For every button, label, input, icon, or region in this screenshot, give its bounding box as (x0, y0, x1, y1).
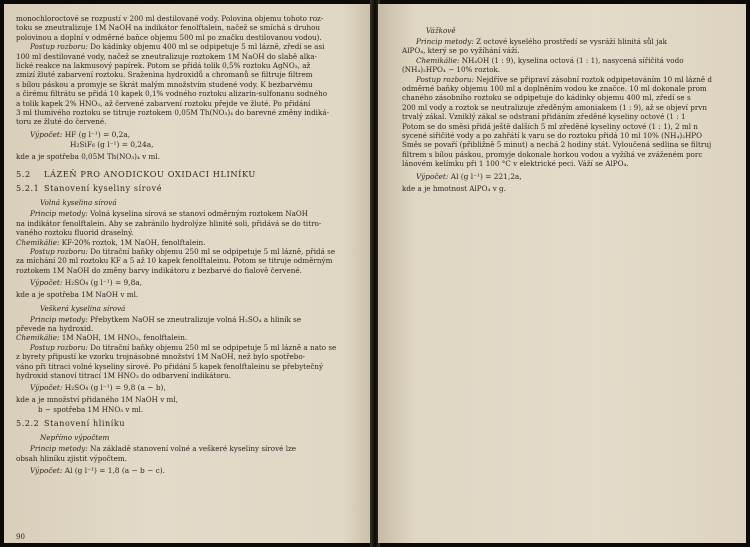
where-note-right: kde a je hmotnost AlPO₄ v g. (402, 183, 506, 193)
chemicals-2: Chemikálie: 1M NaOH, 1M HNO₃, fenolftalein. (16, 333, 188, 343)
formula-al-indirect: Výpočet: Al (g l⁻¹) = 1,8 (a − b − c). (30, 466, 166, 475)
where-note-2: kde a je spotřeba 1M NaOH v ml. (16, 290, 139, 300)
paragraph-intro: monochloroctové se rozpustí v 200 ml destilované vody. Polovina objemu tohoto roz- toku se zneutralizuje 1M NaOH na indikátor fenolftalein, načež se smíchá s druhou polovinou a doplní v odměrné baňce objemu 500 ml po značku destilovanou vodou). (16, 14, 324, 42)
chemicals-right: Chemikálie: NH₄OH (1 : 9), kyselina octová (1 : 1), nasycená sířičitá vodo (NH₄)₂HPO₄ − 10% roztok. (402, 55, 684, 75)
subheading-total-acid: Veškerá kyselina sírová (40, 303, 126, 313)
page-number: 90 (16, 533, 25, 541)
left-page (4, 4, 372, 543)
where-note-1: kde a je spotřeba 0,05M Th(NO₃)₄ v ml. (16, 151, 160, 161)
paragraph-postup-2: Postup rozboru: Do titrační baňky objemu 250 ml se odpipetuje 5 ml lázně, přidá se za míchání 20 ml roztoku KF a 5 až 10 kapek fenolftaleinu. Potom se titruje odměrným roztokem 1M NaOH do změny barvy indikátoru z bezbarvé do fialově červené. (16, 246, 336, 275)
paragraph-postup-fluoride: Postup rozboru: Do kádinky objemu 400 ml se odpipetuje 5 ml lázně, zředí se asi 100 ml destilované vody, načež se zneutralizuje roztokem 1M NaOH do slabě alka- lické reakce na lakmusový papírek. Potom se přidá tolik 0,5% roztoku AgNO₃, až zmizí žluté zabarvení roztoku. Sraženina hydroxidů a chromanů se filtruje filtrem s bílou páskou a promyje se škrát malým množstvím studené vody. K bezbarvému a čirému filtrátu se přidá 10 kapek 0,1% vodného roztoku alizarin-sulfonanu sodného a tolik kapek 2% HNO₃, až červené zabarvení roztoku přejde ve žluté. Po přidání 3 ml tlumivého roztoku se titruje roztokem 0,05M Th(NO₃)₄ do barevné změny indiká- toru ze žluté do červené. (16, 42, 330, 127)
section-5-2-heading: 5.2 LÁZEŇ PRO ANODICKOU OXIDACI HLINÍKU (16, 169, 256, 180)
vypocet-label: Výpočet: (30, 129, 63, 139)
subheading-indirect: Nepřímo výpočtem (40, 433, 110, 443)
formula-h2sif6: H₂SiF₆ (g l⁻¹) = 0,24a, (70, 139, 154, 149)
subheading-free-acid: Volná kyselina sírová (40, 198, 117, 208)
formula-h2so4-total: Výpočet: H₂SO₄ (g l⁻¹) = 9,8 (a − b), (30, 383, 166, 393)
chemicals-1: Chemikálie: KF-20% roztok, 1M NaOH, fenolftalein. (16, 237, 206, 247)
formula-al-gravimetric: Výpočet: Al (g l⁻¹) = 221,2a, (416, 171, 522, 181)
subheading-gravimetric: Vážkově (426, 26, 456, 35)
postup-label: Postup rozboru: (30, 42, 88, 52)
where-note-3: kde a je množství přidaného 1M NaOH v ml, (16, 395, 178, 405)
paragraph-postup-right: Postup rozboru: Nejdříve se připraví zásobní roztok odpipetováním 10 ml lázně d odměrné baňky objemu 100 ml a doplněním vodou ke značce. 10 ml dokonale prom chaného zásobního roztoku se odpipetuje do kádinky objemu 400 ml, zředí se s 200 ml vody a roztok se neutralizuje zředěným amoniakem (1 : 9), až se objeví prvn trvalý zákal. Vzniklý zákal se odstraní přidáním zředěné kyseliny octové (1 : 1 Potom se do směsi přidá ještě dalších 5 ml zředěné kyseliny octové (1 : 1), 2 ml n sycené siřičité vody a po zahřátí k varu se do roztoku přidá 10 ml 10% (NH₄)₂HPO Směs se povaří (přibližně 5 minut) a nechá 2 hodiny stát. Vyloučená sedlina se filtruj filtrem s bílou páskou, promyje dokonale horkou vodou a vyžíhá ve zváženém porc lánovém kelímku při 1 100 °C v elektrické peci. Váží se AlPO₄. (402, 74, 713, 169)
formula-hf: Výpočet: HF (g l⁻¹) = 0,2a, (30, 129, 131, 139)
formula-h2so4-free: Výpočet: H₂SO₄ (g l⁻¹) = 9,8a, (30, 278, 143, 288)
paragraph-principle-right: Princip metody: Z octové kyselého prostředí se vysráží hlinitá sůl jak AlPO₄, který se po vyžíhání váží. (402, 37, 667, 56)
right-page (378, 4, 746, 543)
section-5-2-2-heading: 5.2.2 Stanovení hliníku (16, 419, 126, 429)
paragraph-postup-3: Postup rozboru: Do titrační baňky objemu 250 ml se odpipetuje 5 ml lázně a nato se z byrety připustí ke vzorku trojnásobné množství 1M NaOH, než bylo spotřebo- váno při titraci volné kyseliny sírové. Po přidání 5 kapek fenolftaleinu se přebytečný hydroxid stanoví titrací 1M HNO₃ do odbarvení indikátoru. (16, 342, 337, 380)
paragraph-principle-3: Princip metody: Na základě stanovení volné a veškeré kyseliny sírové lze obsah hliníku zjistit výpočtem. (16, 444, 297, 463)
section-5-2-1-heading: 5.2.1 Stanovení kyseliny sírové (16, 184, 163, 194)
paragraph-principle-2: Princip metody: Přebytkem NaOH se zneutralizuje volná H₂SO₄ a hliník se převede na hydroxid. (16, 314, 302, 333)
paragraph-principle-1: Princip metody: Volná kyselina sírová se stanoví odměrným roztokem NaOH na indikátor fenolftalein. Aby se zabránilo hydrolýze hlinité soli, přidává se do titro- vaného roztoku fluorid draselný. (16, 209, 322, 238)
where-note-3b: b − spotřeba 1M HNO₃ v ml. (38, 404, 144, 414)
